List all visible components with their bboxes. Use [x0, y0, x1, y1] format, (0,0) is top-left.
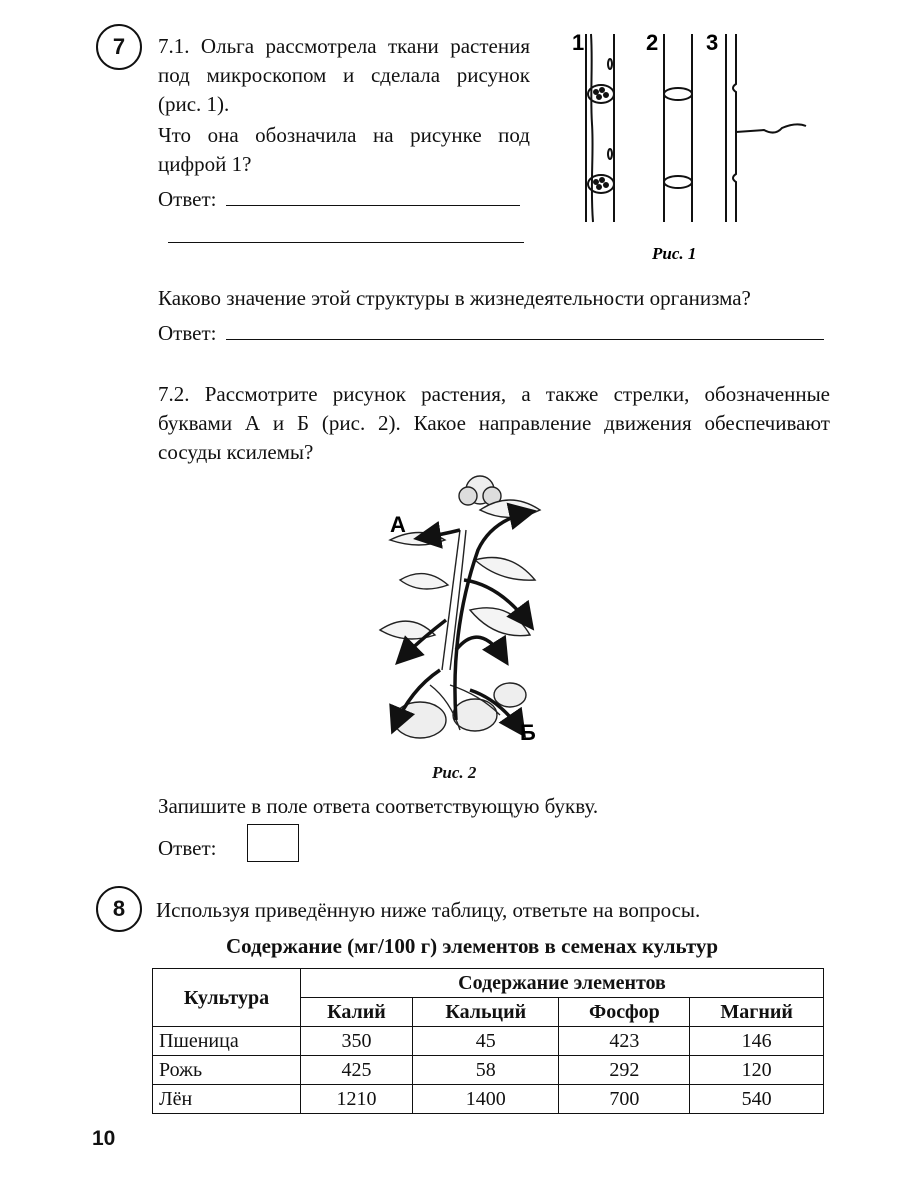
elements-table — [152, 968, 824, 1114]
answer-row-1 — [158, 184, 520, 214]
fig1-label-2: 2 — [646, 30, 659, 55]
page-number: 10 — [92, 1127, 116, 1150]
table-row — [153, 1056, 824, 1085]
table-cell: 292 — [559, 1056, 690, 1085]
col-header: Кальций — [412, 998, 559, 1027]
table-cell: 146 — [690, 1027, 824, 1056]
table-row — [153, 1027, 824, 1056]
task-7-1-text: 7.1. Ольга рассмотрела ткани растения под микроскопом и сделала рисунок (рис. 1). — [158, 34, 530, 116]
figure-2-caption: Рис. 2 — [432, 763, 477, 782]
question-number-7: 7 — [96, 24, 142, 70]
fig2-label-a: А — [390, 512, 406, 537]
epidermis-root-hair-drawing — [726, 34, 806, 222]
row-name: Лён — [153, 1085, 301, 1114]
table-cell: 423 — [559, 1027, 690, 1056]
answer-row-2 — [158, 318, 824, 348]
table-row — [153, 1085, 824, 1114]
col-header: Магний — [690, 998, 824, 1027]
row-name: Рожь — [153, 1056, 301, 1085]
col-header-culture: Культура — [153, 969, 301, 1027]
task-7-2-text: 7.2. Рассмотрите рисунок растения, а также стрелки, обозначенные буквами А и Б (рис. 2). Какое направление движения обеспечивают сосуды ксилемы? — [158, 382, 830, 464]
task-7-1-question: Что она обозначила на рисунке под цифрой 1? — [158, 123, 530, 176]
col-header-group: Содержание элементов — [301, 969, 824, 998]
table-title: Содержание (мг/100 г) элементов в семенах культур — [226, 934, 719, 958]
table-cell: 425 — [301, 1056, 413, 1085]
vessel-drawing — [664, 34, 692, 222]
answer-label: Ответ: — [158, 836, 217, 860]
sieve-tube-drawing — [586, 34, 614, 222]
task-7-2-instruction: Запишите в поле ответа соответствующую букву. — [158, 794, 599, 818]
answer-line[interactable] — [226, 318, 824, 340]
table-cell: 1210 — [301, 1085, 413, 1114]
question-number-8: 8 — [96, 886, 142, 932]
answer-label: Ответ: — [158, 321, 217, 345]
table-cell: 1400 — [412, 1085, 559, 1114]
col-header: Фосфор — [559, 998, 690, 1027]
row-name: Пшеница — [153, 1027, 301, 1056]
fig2-label-b: Б — [520, 720, 536, 745]
table-cell: 45 — [412, 1027, 559, 1056]
fig1-label-3: 3 — [706, 30, 719, 55]
table-cell: 350 — [301, 1027, 413, 1056]
answer-label: Ответ: — [158, 187, 217, 211]
table-cell: 120 — [690, 1056, 824, 1085]
answer-line-continuation[interactable] — [168, 242, 524, 243]
answer-line[interactable] — [226, 184, 520, 206]
task-8-text: Используя приведённую ниже таблицу, ответьте на вопросы. — [156, 898, 701, 922]
table-cell: 58 — [412, 1056, 559, 1085]
col-header: Калий — [301, 998, 413, 1027]
answer-box[interactable] — [247, 824, 299, 862]
figure-1-caption: Рис. 1 — [652, 244, 697, 263]
figure-2-plant — [360, 470, 560, 750]
table-cell: 540 — [690, 1085, 824, 1114]
task-7-1-question-2: Каково значение этой структуры в жизнедеятельности организма? — [158, 286, 751, 310]
table-cell: 700 — [559, 1085, 690, 1114]
figure-1-tissues — [560, 24, 850, 274]
fig1-label-1: 1 — [572, 30, 585, 55]
